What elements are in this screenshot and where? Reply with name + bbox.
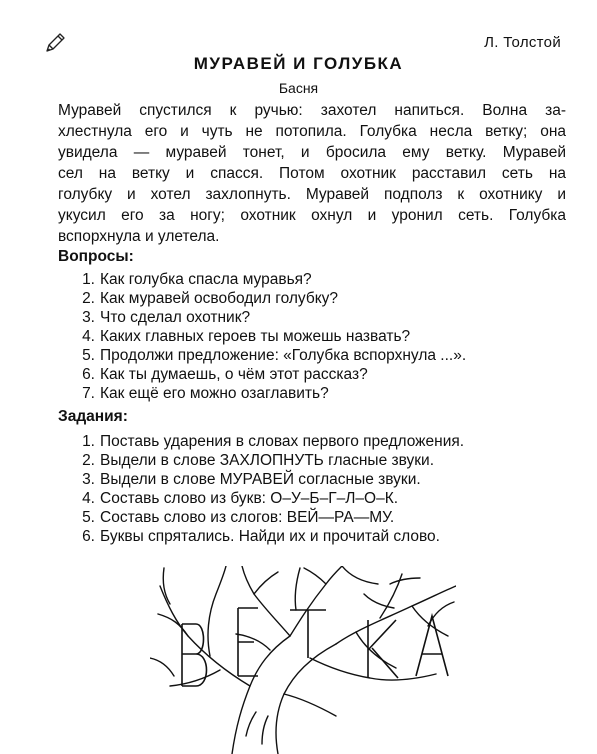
task-item	[70, 527, 464, 546]
fable-line: сел на ветку и спасся. Потом охотник расставил сеть на	[58, 165, 566, 182]
fable-line: хлестнула его и чуть не потопила. Голубка несла ветку; она	[58, 123, 566, 140]
item-number: 5.	[82, 509, 95, 526]
question-item	[70, 308, 466, 327]
tasks-list	[70, 432, 464, 546]
item-text: Как ещё его можно озаглавить?	[100, 385, 329, 402]
fable-line: голубку и хотел захлопнуть. Муравей подполз к охотнику и	[58, 186, 566, 203]
question-item	[70, 327, 466, 346]
item-text: Поставь ударения в словах первого предложения.	[100, 433, 465, 450]
questions-heading: Вопросы:	[58, 248, 134, 265]
item-text: Что сделал охотник?	[100, 309, 251, 326]
item-text: Как муравей освободил голубку?	[100, 290, 339, 307]
item-text: Выдели в слове ЗАХЛОПНУТЬ гласные звуки.	[100, 452, 434, 469]
item-text: Выдели в слове МУРАВЕЙ согласные звуки.	[100, 471, 421, 488]
fable-line: увидела — муравей тонет, и бросила ему ветку. Муравей	[58, 144, 566, 161]
item-text: Составь слово из букв: О–У–Б–Г–Л–О–К.	[100, 490, 399, 507]
task-item	[70, 470, 464, 489]
tasks-heading: Задания:	[58, 408, 128, 425]
task-item	[70, 432, 464, 451]
question-item	[70, 346, 466, 365]
question-item	[70, 289, 466, 308]
pencil-icon	[44, 32, 66, 54]
item-text: Составь слово из слогов: ВЕЙ—РА—МУ.	[100, 509, 395, 526]
question-item	[70, 384, 466, 403]
item-text: Каких главных героев ты можешь назвать?	[100, 328, 411, 345]
question-item	[70, 365, 466, 384]
task-item	[70, 508, 464, 527]
item-number: 6.	[82, 366, 95, 383]
item-text: Как ты думаешь, о чём этот рассказ?	[100, 366, 368, 383]
item-text: Как голубка спасла муравья?	[100, 271, 312, 288]
author-name: Л. Толстой	[484, 34, 561, 51]
item-number: 7.	[82, 385, 95, 402]
item-number: 1.	[82, 433, 95, 450]
item-text: Продолжи предложение: «Голубка вспорхнула ...».	[100, 347, 467, 364]
fable-line: укусил его за ногу; охотник охнул и уронил сеть. Голубка	[58, 207, 566, 224]
item-text: Буквы спрятались. Найди их и прочитай слово.	[100, 528, 440, 545]
question-item	[70, 270, 466, 289]
fable-line: вспорхнула и улетела.	[58, 228, 220, 245]
page-title: МУРАВЕЙ И ГОЛУБКА	[193, 54, 404, 73]
tree-illustration-icon	[150, 566, 456, 754]
item-number: 2.	[82, 290, 95, 307]
item-number: 4.	[82, 328, 95, 345]
item-number: 1.	[82, 271, 95, 288]
questions-list	[70, 270, 466, 403]
item-number: 3.	[82, 471, 95, 488]
task-item	[70, 489, 464, 508]
task-item	[70, 451, 464, 470]
item-number: 2.	[82, 452, 95, 469]
fable-text	[58, 100, 566, 247]
item-number: 3.	[82, 309, 95, 326]
genre-subtitle: Басня	[278, 80, 319, 96]
item-number: 4.	[82, 490, 95, 507]
fable-line: Муравей спустился к ручью: захотел напиться. Волна за-	[58, 102, 566, 119]
item-number: 6.	[82, 528, 95, 545]
item-number: 5.	[82, 347, 95, 364]
